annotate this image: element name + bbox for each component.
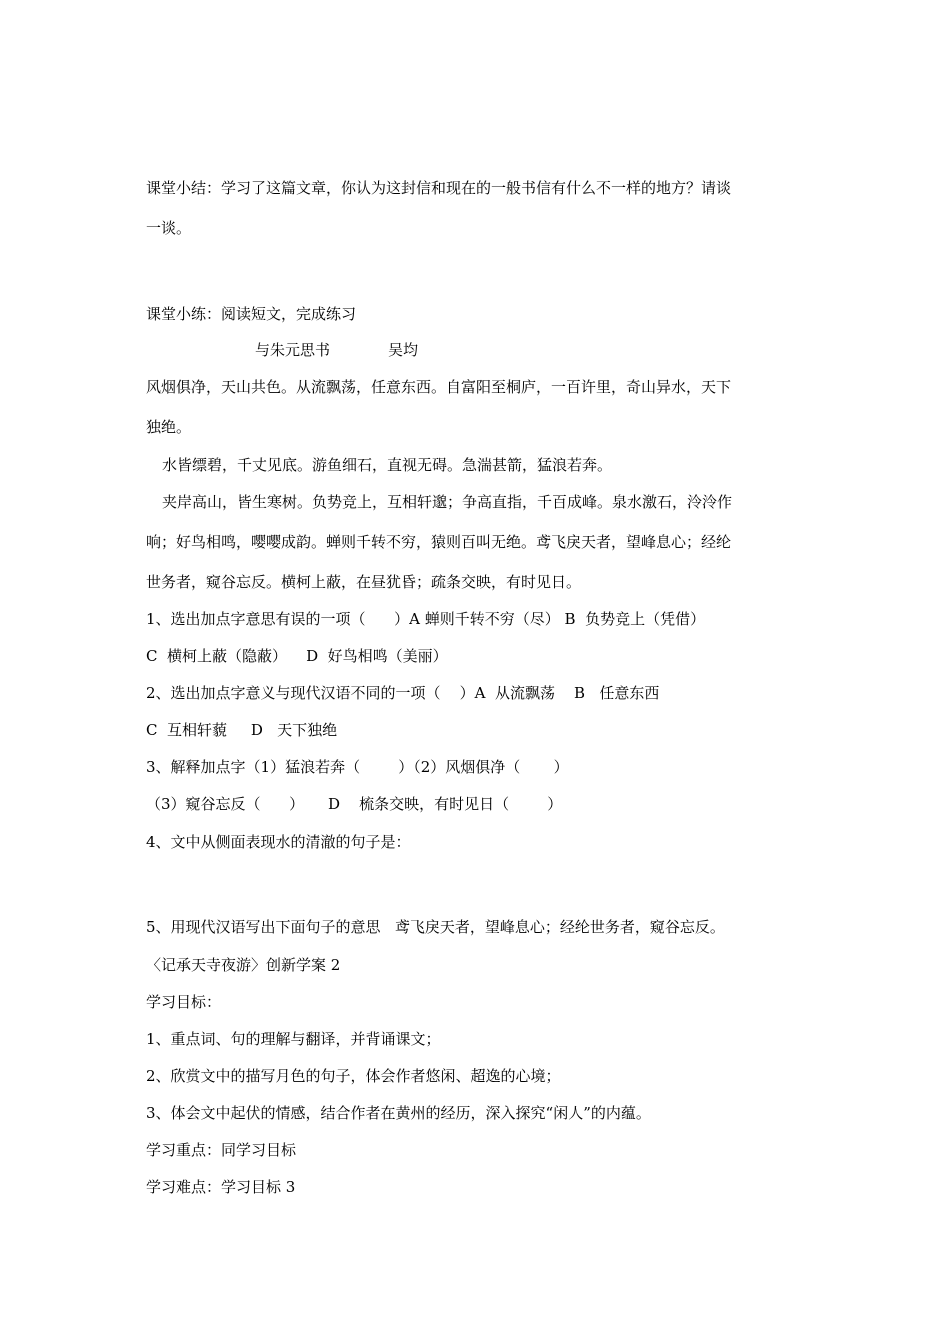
question-5: 5、用现代汉语写出下面句子的意思 鸢飞戾天者，望峰息心；经纶世务者，窥谷忘反。 bbox=[146, 918, 725, 936]
learning-goal-2: 2、欣赏文中的描写月色的句子，体会作者悠闲、超逸的心境； bbox=[146, 1067, 561, 1085]
question-2-line-2: C 互相轩藐 D 天下独绝 bbox=[146, 721, 338, 739]
passage-paragraph-3-line-1: 夹岸高山，皆生寒树。负势竞上，互相轩邈；争高直指，千百成峰。泉水激石，泠泠作 bbox=[162, 493, 733, 511]
learning-goal-3: 3、体会文中起伏的情感，结合作者在黄州的经历，深入探究“闲人”的内蕴。 bbox=[146, 1104, 651, 1122]
passage-title: 与朱元思书 bbox=[255, 341, 331, 359]
learning-goals-heading: 学习目标： bbox=[146, 993, 222, 1011]
question-1-line-2: C 横柯上蔽（隐蔽） D 好鸟相鸣（美丽） bbox=[146, 647, 448, 665]
question-4: 4、文中从侧面表现水的清澈的句子是： bbox=[146, 833, 411, 851]
question-1-line-1: 1、选出加点字意思有误的一项（ ）A 蝉则千转不穷（尽） B 负势竞上（凭借） bbox=[146, 610, 706, 628]
passage-author: 吴均 bbox=[388, 341, 419, 359]
difficulties: 学习难点：学习目标 3 bbox=[146, 1178, 296, 1196]
question-3-line-2: （3）窥谷忘反（ ） D 梳条交映，有时见日（ ） bbox=[146, 795, 563, 813]
class-summary-line-2: 一谈。 bbox=[146, 219, 192, 237]
class-summary-line-1: 课堂小结：学习了这篇文章，你认为这封信和现在的一般书信有什么不一样的地方？请谈 bbox=[146, 179, 732, 197]
question-2-line-1: 2、选出加点字意义与现代汉语不同的一项（ ）A 从流飘荡 B 任意东西 bbox=[146, 684, 660, 702]
passage-paragraph-1-line-2: 独绝。 bbox=[146, 418, 192, 436]
learning-goal-1: 1、重点词、句的理解与翻译，并背诵课文； bbox=[146, 1030, 441, 1048]
next-lesson-title: 〈记承天寺夜游〉创新学案 2 bbox=[146, 956, 341, 974]
passage-paragraph-2: 水皆缥碧，千丈见底。游鱼细石，直视无碍。急湍甚箭，猛浪若奔。 bbox=[162, 456, 613, 474]
passage-paragraph-3-line-3: 世务者，窥谷忘反。横柯上蔽，在昼犹昏；疏条交映，有时见日。 bbox=[146, 573, 582, 591]
key-points: 学习重点：同学习目标 bbox=[146, 1141, 297, 1159]
passage-paragraph-3-line-2: 响；好鸟相鸣，嘤嘤成韵。蝉则千转不穷，猿则百叫无绝。鸢飞戾天者，望峰息心；经纶 bbox=[146, 533, 732, 551]
passage-paragraph-1-line-1: 风烟俱净，天山共色。从流飘荡，任意东西。自富阳至桐庐，一百许里，奇山异水，天下 bbox=[146, 378, 732, 396]
question-3-line-1: 3、解释加点字（1）猛浪若奔（ ）（2）风烟俱净（ ） bbox=[146, 758, 569, 776]
class-practice-heading: 课堂小练：阅读短文，完成练习 bbox=[146, 305, 357, 323]
